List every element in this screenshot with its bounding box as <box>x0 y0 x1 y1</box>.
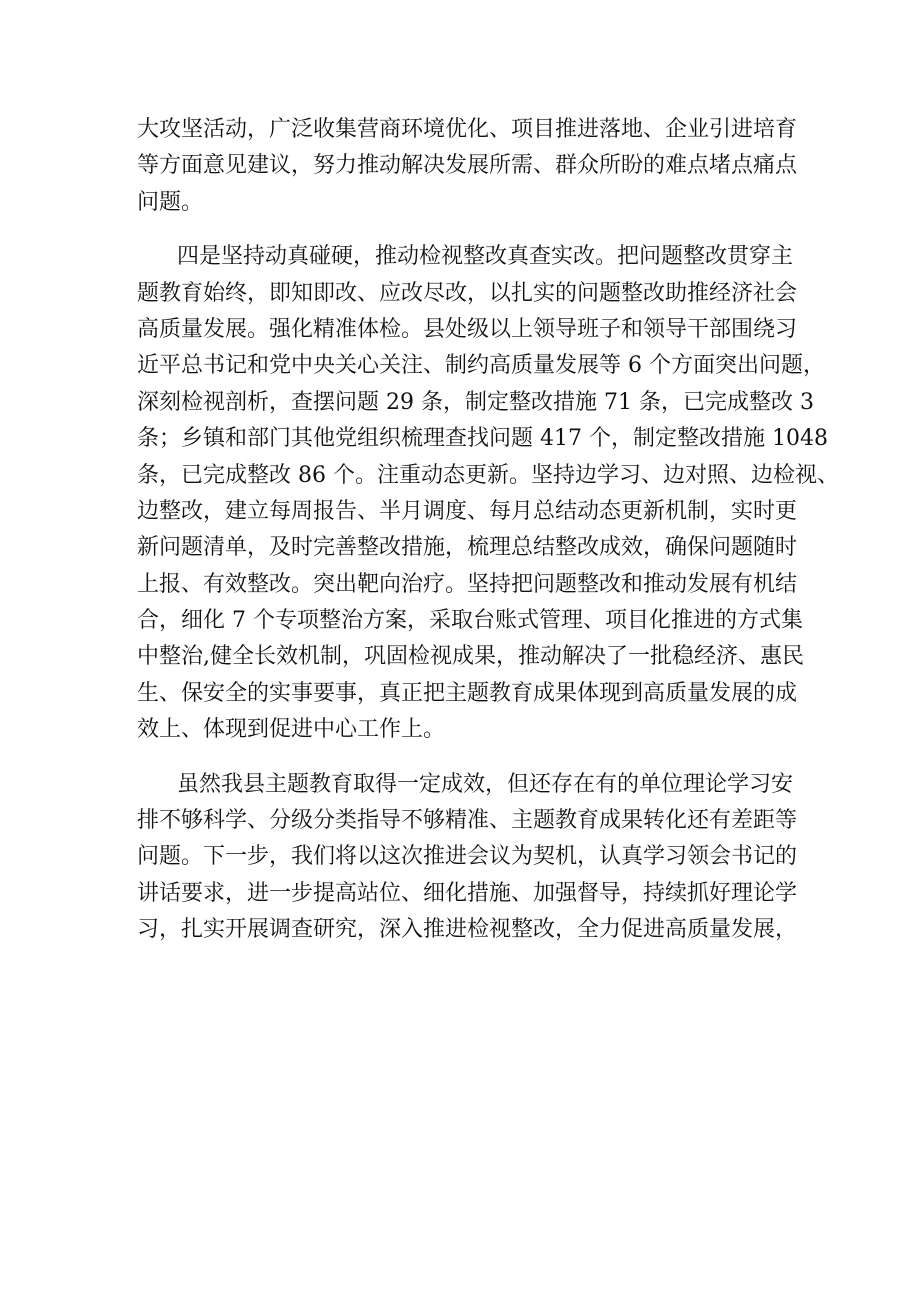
text-line: 新问题清单，及时完善整改措施，梳理总结整改成效，确保问题随时 <box>137 535 798 561</box>
text-line: 题教育始终，即知即改、应改尽改，以扎实的问题整改助推经济社会 <box>137 280 798 306</box>
text-line: 上报、有效整改。突出靶向治疗。坚持把问题整改和推动发展有机结 <box>137 571 798 597</box>
text-line: 条；乡镇和部门其他党组织梳理查找问题 417 个，制定整改措施 1048 <box>137 426 828 452</box>
text-line: 大攻坚活动，广泛收集营商环境优化、项目推进落地、企业引进培育 <box>137 117 798 142</box>
paragraph-start-line: 四是坚持动真碰硬，推动检视整改真查实改。把问题整改贯穿主 <box>177 244 794 270</box>
text-line: 等方面意见建议，努力推动解决发展所需、群众所盼的难点堵点痛点 <box>137 153 798 179</box>
text-line: 排不够科学、分级分类指导不够精准、主题教育成果转化还有差距等 <box>137 808 798 834</box>
text-line: 高质量发展。强化精准体检。县处级以上领导班子和领导干部围绕习 <box>137 316 798 342</box>
text-line: 讲话要求，进一步提高站位、细化措施、加强督导，持续抓好理论学 <box>137 880 798 906</box>
text-line: 条，已完成整改 86 个。注重动态更新。坚持边学习、边对照、边检视、 <box>137 462 839 488</box>
text-line: 合，细化 7 个专项整治方案，采取台账式管理、项目化推进的方式集 <box>137 608 803 634</box>
paragraph-start-line: 虽然我县主题教育取得一定成效，但还存在有的单位理论学习安 <box>177 771 794 797</box>
text-line: 近平总书记和党中央关心关注、制约高质量发展等 6 个方面突出问题， <box>137 353 825 379</box>
text-line: 深刻检视剖析，查摆问题 29 条，制定整改措施 71 条，已完成整改 3 <box>137 389 814 415</box>
text-line: 边整改，建立每周报告、半月调度、每月总结动态更新机制，实时更 <box>137 498 798 524</box>
text-line: 效上、体现到促进中心工作上。 <box>137 717 446 743</box>
text-line: 问题。下一步，我们将以这次推进会议为契机，认真学习领会书记的 <box>137 844 798 870</box>
text-line: 习，扎实开展调查研究，深入推进检视整改，全力促进高质量发展， <box>137 917 798 943</box>
text-line: 生、保安全的实事要事，真正把主题教育成果体现到高质量发展的成 <box>137 680 798 706</box>
text-line: 问题。 <box>137 189 204 215</box>
document-body <box>137 112 839 949</box>
text-line: 中整治,健全长效机制，巩固检视成果，推动解决了一批稳经济、惠民 <box>137 644 804 670</box>
